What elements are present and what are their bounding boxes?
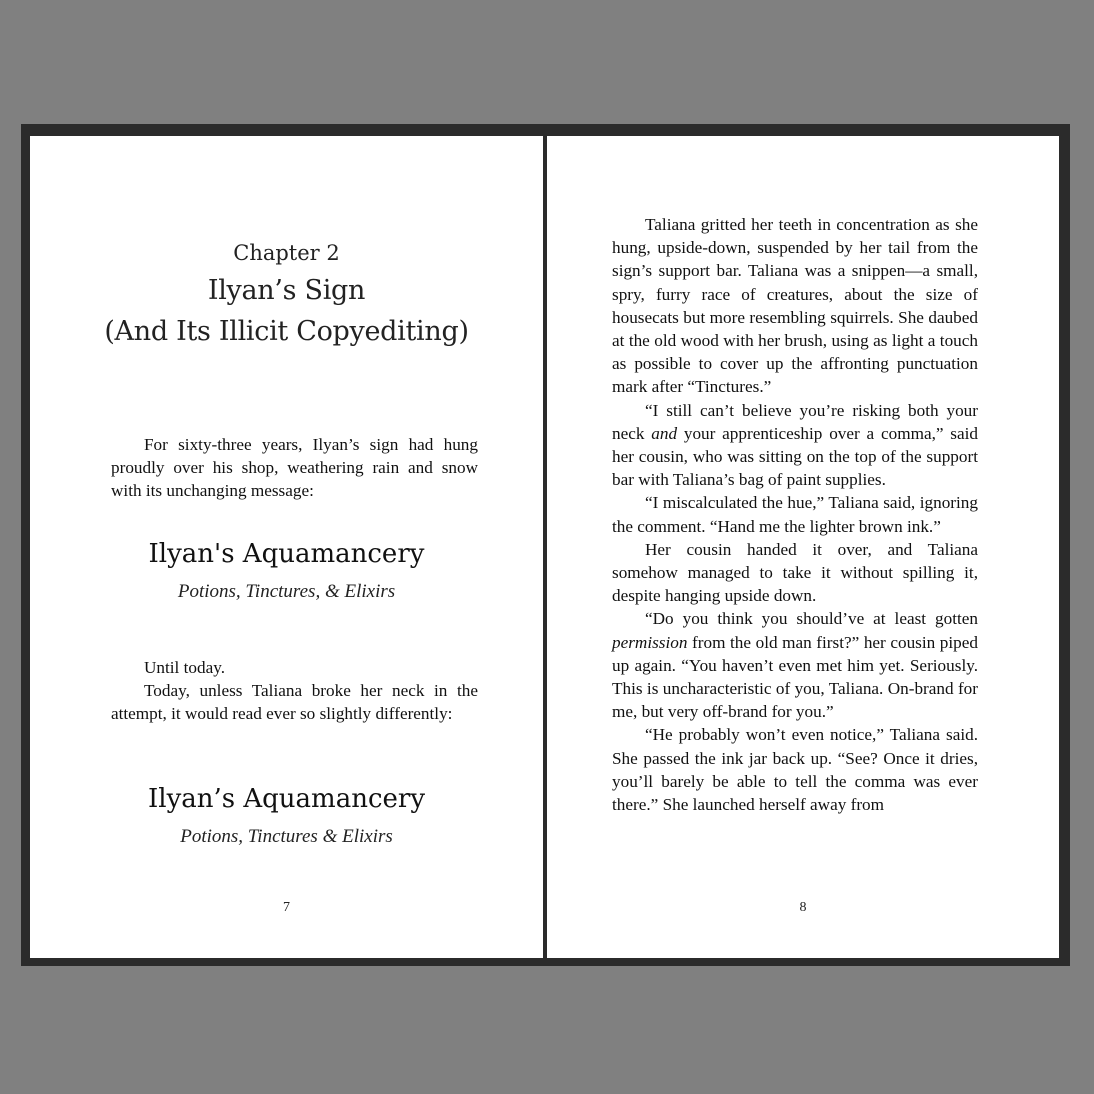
sign-new	[30, 784, 543, 848]
sign-old	[30, 539, 543, 603]
emphasis: and	[651, 423, 678, 443]
text-run: your apprenticeship over a comma,” said her cousin, who was sitting on the top of the support bar with Taliana’s bag of paint supplies.	[612, 423, 978, 490]
right-page	[547, 136, 1059, 958]
text-run: “I still can’t believe you’re risking both your neck	[612, 400, 978, 443]
paragraph: Until today.	[144, 658, 225, 677]
paragraph: “He probably won’t even notice,” Taliana said. She passed the ink jar back up. “See? Once it dries, you’ll barely be able to tell the comma was ever there.” She launched herself away from	[612, 725, 978, 815]
text-run: “Do you think you should’ve at least gotten	[645, 609, 978, 629]
emphasis: permission	[612, 632, 688, 652]
left-page	[30, 136, 543, 958]
paragraph: Today, unless Taliana broke her neck in the attempt, it would read ever so slightly differently:	[111, 681, 478, 724]
paragraph: For sixty-three years, Ilyan’s sign had hung proudly over his shop, weathering rain and snow with its unchanging message:	[111, 435, 478, 501]
sign-new-subtitle: Potions, Tinctures & Elixirs	[180, 826, 393, 847]
page-number: 8	[799, 900, 807, 915]
chapter-label: Chapter 2	[233, 241, 340, 265]
paragraph: Her cousin handed it over, and Taliana somehow managed to take it without spilling it, despite hanging upside down.	[612, 539, 978, 606]
body-text-block	[612, 213, 978, 816]
sign-new-name: Ilyan’s Aquamancery	[147, 784, 426, 814]
intro-paragraph-block	[111, 433, 478, 503]
chapter-title-line1: Ilyan’s Sign	[207, 275, 366, 306]
text-run: from the old man first?” her cousin piped up again. “You haven’t even met him yet. Seriously. This is uncharacteristic of you, Taliana. On-brand for me, but very off-brand for you.”	[612, 632, 978, 722]
paragraph: “I miscalculated the hue,” Taliana said, ignoring the comment. “Hand me the lighter brown ink.”	[612, 493, 978, 536]
sign-old-name: Ilyan's Aquamancery	[148, 539, 425, 569]
paragraph: Taliana gritted her teeth in concentration as she hung, upside-down, suspended by her tail from the sign’s support bar. Taliana was a snippen—a small, spry, furry race of creatures, about the size of housecats but more resembling squirrels. She daubed at the old wood with her brush, using as light a touch as possible to cover up the affronting punctuation mark after “Tinctures.”	[612, 215, 978, 397]
page-number: 7	[283, 900, 290, 915]
book-spread	[21, 124, 1070, 966]
chapter-title	[30, 270, 543, 352]
paragraph	[612, 607, 978, 723]
paragraph	[612, 399, 978, 492]
chapter-title-line2: (And Its Illicit Copyediting)	[104, 316, 469, 347]
sign-old-subtitle: Potions, Tinctures, & Elixirs	[177, 581, 396, 602]
middle-paragraph-block	[111, 656, 478, 726]
